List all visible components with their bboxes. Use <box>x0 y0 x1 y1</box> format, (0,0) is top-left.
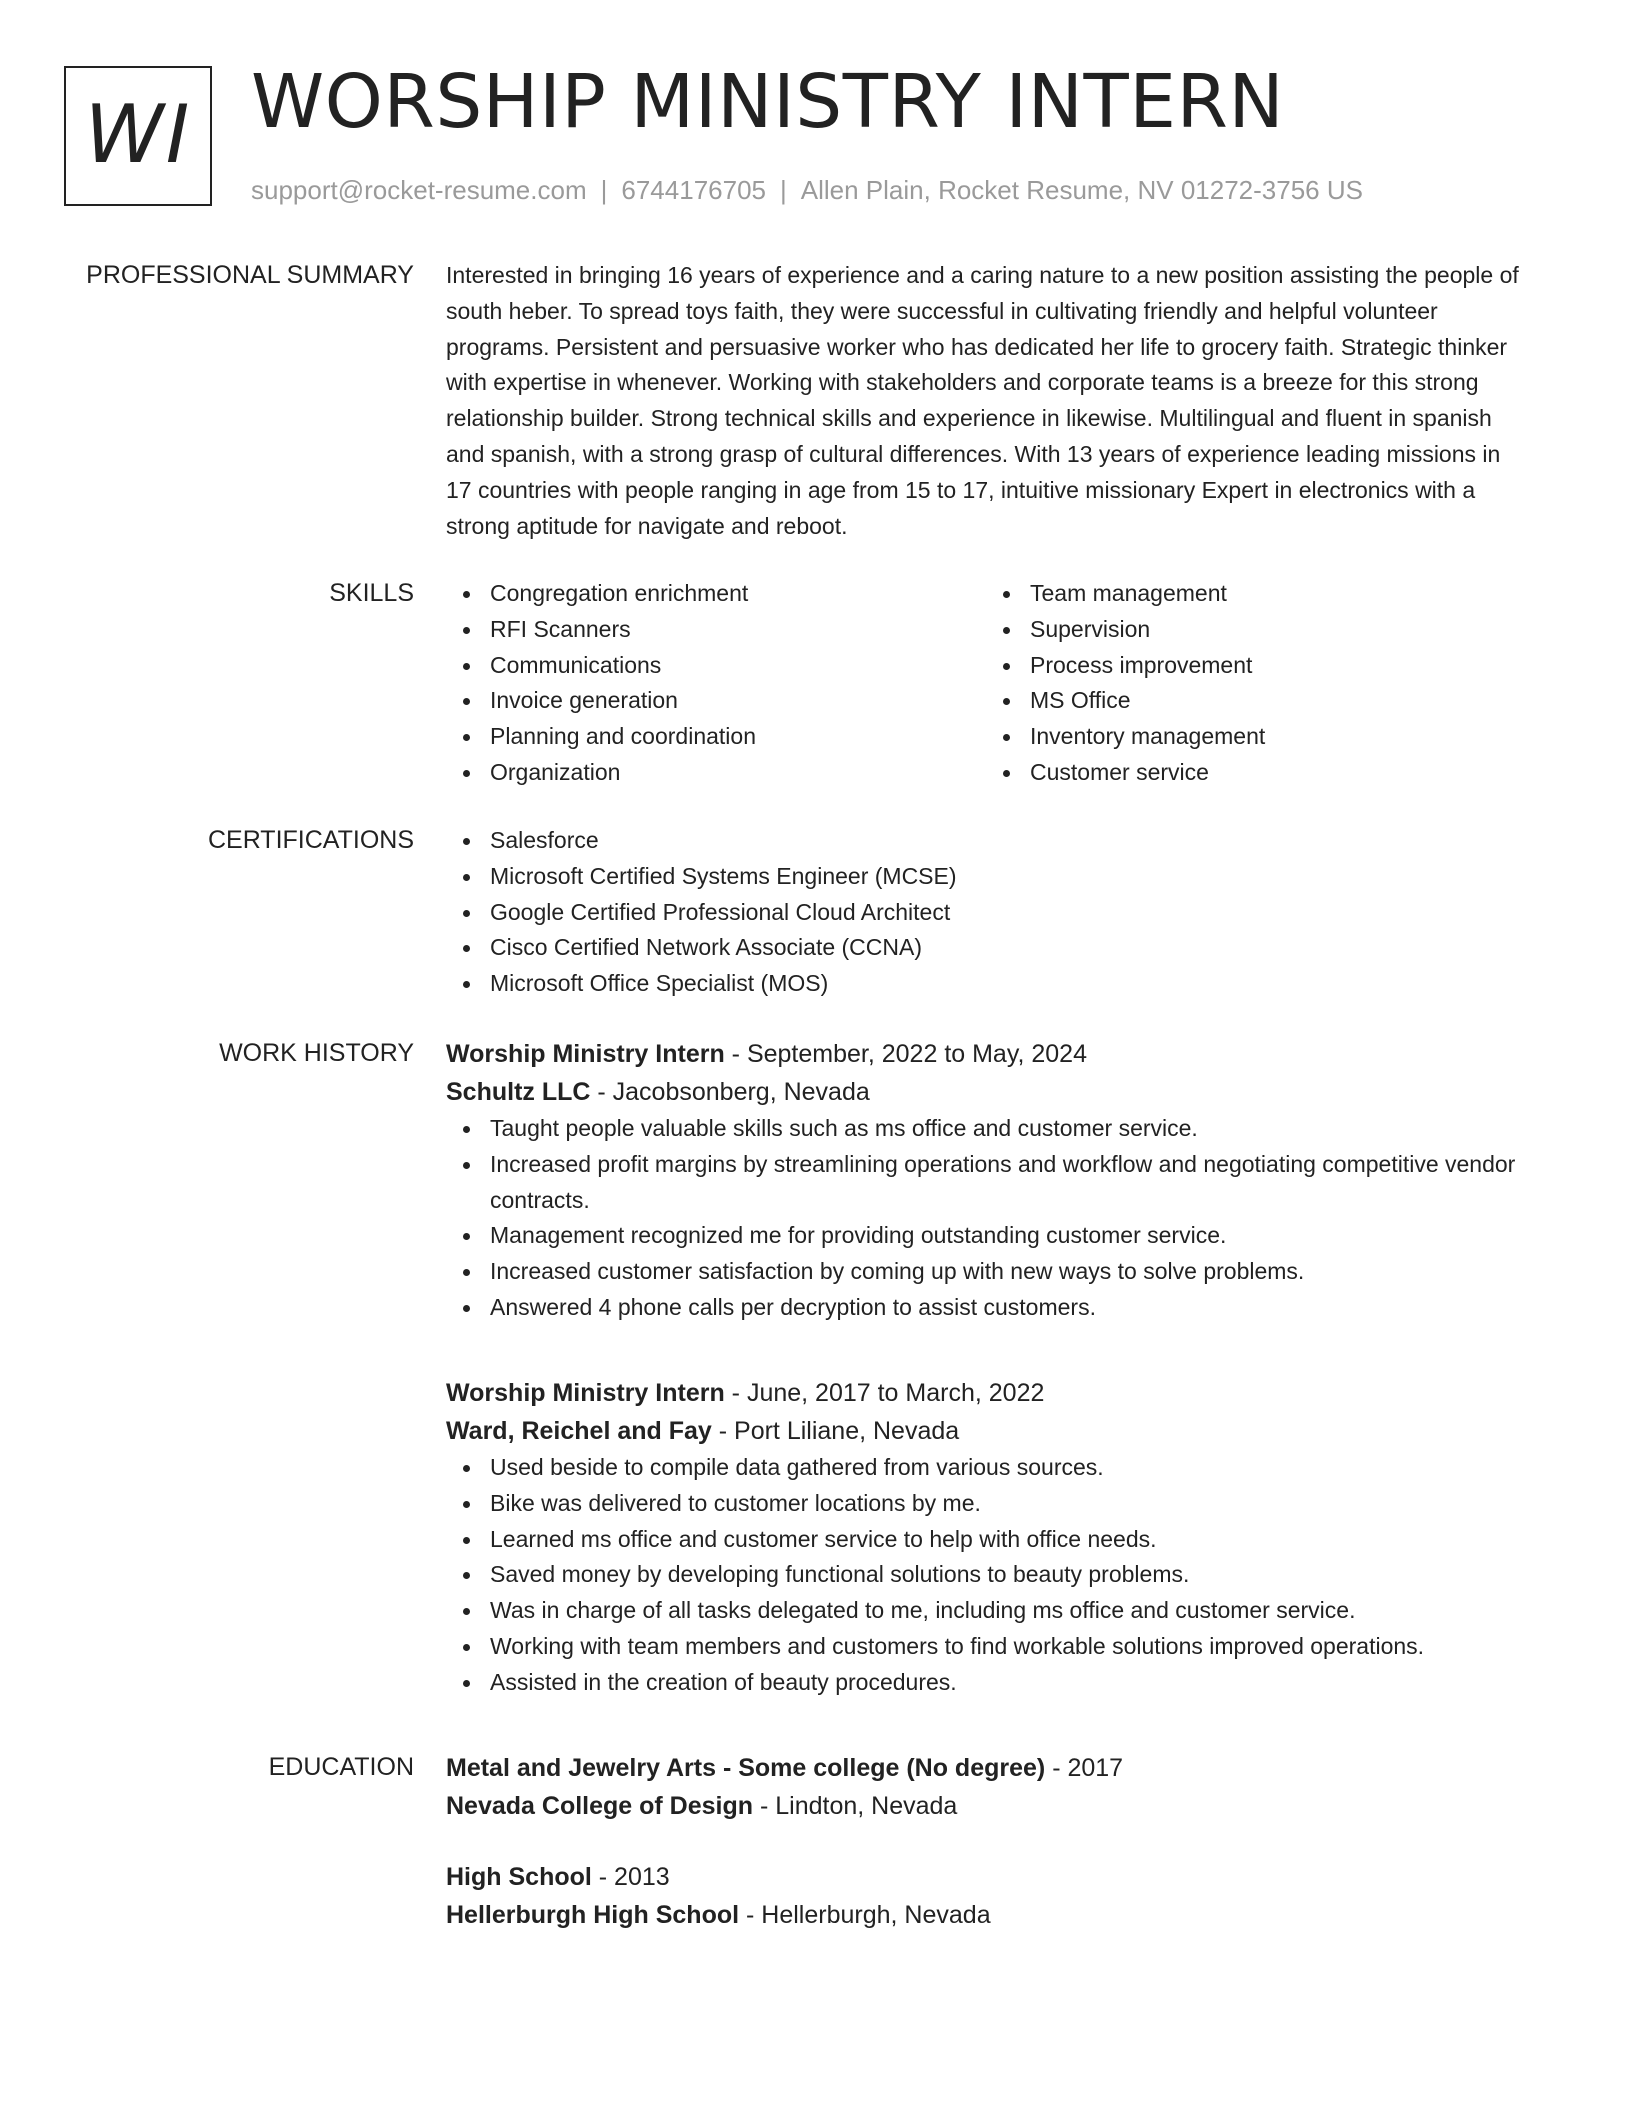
education-entry <box>446 1858 1526 1934</box>
job-bullet: Taught people valuable skills such as ms office and customer service. <box>446 1111 1526 1147</box>
education-degree-line <box>446 1858 1526 1896</box>
education-location: - Hellerburgh, Nevada <box>739 1901 991 1929</box>
job-bullet: Increased customer satisfaction by coming up with new ways to solve problems. <box>446 1254 1526 1290</box>
skill-item: Congregation enrichment <box>446 576 986 612</box>
skill-item: Supervision <box>986 612 1526 648</box>
certification-item: Microsoft Office Specialist (MOS) <box>446 966 1526 1002</box>
candidate-name: WORSHIP MINISTRY INTERN <box>251 59 1285 145</box>
work-body-2 <box>446 1374 1526 1701</box>
contact-phone: 6744176705 <box>621 175 766 205</box>
certification-item: Google Certified Professional Cloud Architect <box>446 895 1526 931</box>
education-school: Hellerburgh High School <box>446 1901 740 1929</box>
job-dates: - June, 2017 to March, 2022 <box>724 1379 1045 1407</box>
summary-text: Interested in bringing 16 years of experience and a caring nature to a new position assisting the people of south heber. To spread toys faith, they were successful in cultivating friendly and helpful volunteer programs. Persistent and persuasive worker who has dedicated her life to grocery faith. Strategic thinker with expertise in whenever. Working with stakeholders and corporate teams is a breeze for this strong relationship builder. Strong technical skills and experience in likewise. Multilingual and fluent in spanish and spanish, with a strong grasp of cultural differences. With 13 years of experience leading missions in 17 countries with people ranging in age from 15 to 17, intuitive missionary Expert in electronics with a strong aptitude for navigate and reboot. <box>446 262 1519 539</box>
education-location: - Lindton, Nevada <box>753 1792 958 1820</box>
contact-separator: | <box>780 175 787 205</box>
skill-item: Inventory management <box>986 719 1526 755</box>
monogram-initials: WI <box>84 87 192 181</box>
job-bullet: Bike was delivered to customer locations by me. <box>446 1486 1526 1522</box>
job-bullet: Management recognized me for providing outstanding customer service. <box>446 1218 1526 1254</box>
skill-item: Invoice generation <box>446 683 986 719</box>
skill-item: MS Office <box>986 683 1526 719</box>
job-entry <box>446 1035 1526 1326</box>
job-company-line <box>446 1073 1526 1111</box>
job-location: - Port Liliane, Nevada <box>711 1417 960 1445</box>
education-school-line <box>446 1896 1526 1934</box>
education-body-2 <box>446 1858 1526 1934</box>
job-dates: - September, 2022 to May, 2024 <box>724 1040 1087 1068</box>
certifications-list <box>446 823 1526 1002</box>
job-title-line <box>446 1374 1526 1412</box>
job-bullet: Increased profit margins by streamlining operations and workflow and negotiating competitive vendor contracts. <box>446 1147 1526 1219</box>
contact-line <box>251 175 1363 205</box>
education-degree: High School <box>446 1863 592 1891</box>
skill-item: Process improvement <box>986 648 1526 684</box>
skill-item: Communications <box>446 648 986 684</box>
summary-body <box>446 258 1526 544</box>
job-bullet: Assisted in the creation of beauty procedures. <box>446 1665 1526 1701</box>
certifications-body <box>446 823 1526 1002</box>
skill-item: Customer service <box>986 755 1526 791</box>
skill-item: RFI Scanners <box>446 612 986 648</box>
skills-body <box>446 576 1526 791</box>
section-label-skills: SKILLS <box>329 579 414 607</box>
certification-item: Microsoft Certified Systems Engineer (MCSE) <box>446 859 1526 895</box>
job-company: Schultz LLC <box>446 1078 591 1106</box>
monogram-box <box>64 66 212 206</box>
job-title: Worship Ministry Intern <box>446 1379 725 1407</box>
job-bullet: Saved money by developing functional solutions to beauty problems. <box>446 1557 1526 1593</box>
education-school: Nevada College of Design <box>446 1792 754 1820</box>
job-bullet: Was in charge of all tasks delegated to me, including ms office and customer service. <box>446 1593 1526 1629</box>
job-bullet: Answered 4 phone calls per decryption to assist customers. <box>446 1290 1526 1326</box>
skill-item: Organization <box>446 755 986 791</box>
skills-list-left <box>446 576 986 791</box>
job-title-line <box>446 1035 1526 1073</box>
education-year: - 2013 <box>591 1863 670 1891</box>
job-bullet: Used beside to compile data gathered from various sources. <box>446 1450 1526 1486</box>
certification-item: Cisco Certified Network Associate (CCNA) <box>446 930 1526 966</box>
skill-item: Team management <box>986 576 1526 612</box>
skill-item: Planning and coordination <box>446 719 986 755</box>
contact-address: Allen Plain, Rocket Resume, NV 01272-3756 US <box>800 175 1363 205</box>
job-location: - Jacobsonberg, Nevada <box>590 1078 870 1106</box>
section-label-certifications: CERTIFICATIONS <box>207 826 414 854</box>
education-year: - 2017 <box>1045 1754 1124 1782</box>
job-company-line <box>446 1412 1526 1450</box>
skills-columns <box>446 576 1526 791</box>
work-body <box>446 1035 1526 1326</box>
education-entry <box>446 1749 1526 1825</box>
job-company: Ward, Reichel and Fay <box>446 1417 712 1445</box>
section-label-education: EDUCATION <box>268 1753 414 1781</box>
job-entry <box>446 1374 1526 1701</box>
education-school-line <box>446 1787 1526 1825</box>
job-bullets <box>446 1111 1526 1326</box>
job-title: Worship Ministry Intern <box>446 1040 725 1068</box>
education-degree: Metal and Jewelry Arts - Some college (No degree) <box>446 1754 1046 1782</box>
section-label-summary: PROFESSIONAL SUMMARY <box>86 261 414 289</box>
contact-email: support@rocket-resume.com <box>251 175 587 205</box>
education-degree-line <box>446 1749 1526 1787</box>
education-body <box>446 1749 1526 1825</box>
section-label-work: WORK HISTORY <box>219 1039 414 1067</box>
certification-item: Salesforce <box>446 823 1526 859</box>
skills-list-right <box>986 576 1526 791</box>
job-bullets <box>446 1450 1526 1701</box>
job-bullet: Working with team members and customers to find workable solutions improved operations. <box>446 1629 1526 1665</box>
contact-separator: | <box>600 175 608 205</box>
job-bullet: Learned ms office and customer service to help with office needs. <box>446 1522 1526 1558</box>
